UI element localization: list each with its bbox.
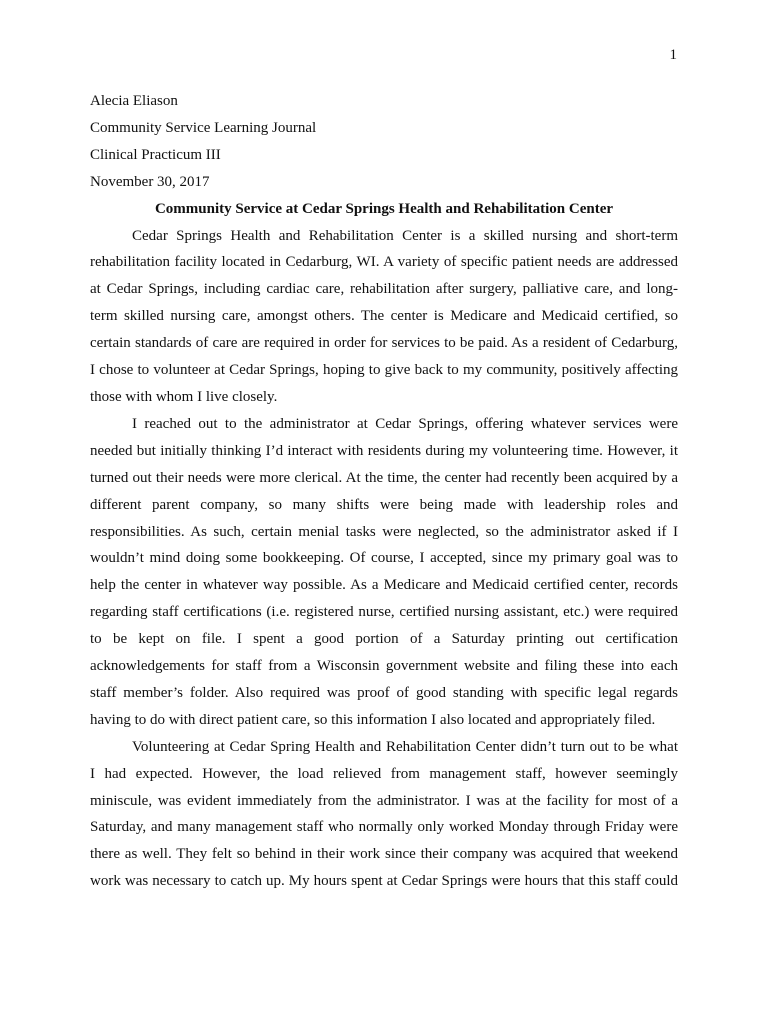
paragraph-1 <box>90 223 678 411</box>
paragraph-line: rehabilitation facility located in Cedarburg, WI. A variety of specific patient needs are addressed <box>90 254 678 271</box>
paragraph-line: I had expected. However, the load relieved from management staff, however seemingly <box>90 765 678 782</box>
paragraph-line: to be kept on file. I spent a good portion of a Saturday printing out certification <box>90 631 678 648</box>
document-date: November 30, 2017 <box>90 173 210 190</box>
paragraph-line: acknowledgements for staff from a Wisconsin government website and filing these into each <box>90 658 678 675</box>
paragraph-line: I reached out to the administrator at Cedar Springs, offering whatever services were <box>132 415 678 432</box>
paragraph-line: work was necessary to catch up. My hours spent at Cedar Springs were hours that this staff could <box>90 873 678 890</box>
paragraph-line: certain standards of care are required in order for services to be paid. As a resident of Cedarburg, <box>90 335 678 352</box>
paragraph-line: I chose to volunteer at Cedar Springs, hoping to give back to my community, positively affecting <box>90 362 678 379</box>
paragraph-line: different parent company, so many shifts were being made with leadership roles and <box>90 496 678 513</box>
paragraph-line: responsibilities. As such, certain menial tasks were neglected, so the administrator asked if I <box>90 523 678 540</box>
author-name: Alecia Eliason <box>90 93 178 109</box>
paragraph-line: turned out their needs were more clerical. At the time, the center had recently been acquired by a <box>90 469 678 486</box>
paragraph-line: Cedar Springs Health and Rehabilitation Center is a skilled nursing and short-term <box>132 227 678 244</box>
paragraph-line: help the center in whatever way possible. As a Medicare and Medicaid certified center, records <box>90 577 678 594</box>
paragraph-line: having to do with direct patient care, so this information I also located and appropriately filed. <box>90 711 656 728</box>
paragraph-line: at Cedar Springs, including cardiac care, rehabilitation after surgery, palliative care, and long- <box>90 281 678 298</box>
paragraph-line: needed but initially thinking I’d interact with residents during my volunteering time. However, it <box>90 442 678 459</box>
paragraph-line: term skilled nursing care, amongst others. The center is Medicare and Medicaid certified, so <box>90 308 678 325</box>
document-title: Community Service at Cedar Springs Health and Rehabilitation Center <box>154 200 614 217</box>
paragraph-line: Saturday, and many management staff who normally only worked Monday through Friday were <box>90 819 678 836</box>
document-body <box>90 88 678 895</box>
paragraph-line: there as well. They felt so behind in their work since their company was acquired that weekend <box>90 846 678 863</box>
paragraph-line: regarding staff certifications (i.e. registered nurse, certified nursing assistant, etc.) were required <box>90 604 678 621</box>
paragraph-3 <box>90 734 678 895</box>
paragraph-line: miniscule, was evident immediately from the administrator. I was at the facility for most of a <box>90 792 678 809</box>
paragraph-line: those with whom I live closely. <box>90 388 278 405</box>
paragraph-line: wouldn’t mind doing some bookkeeping. Of course, I accepted, since my primary goal was to <box>90 550 678 567</box>
paragraph-2 <box>90 411 678 734</box>
course-name: Clinical Practicum III <box>90 146 221 163</box>
assignment-name: Community Service Learning Journal <box>90 119 317 136</box>
paragraph-line: staff member’s folder. Also required was proof of good standing with specific legal regards <box>90 684 678 701</box>
paragraph-line: Volunteering at Cedar Spring Health and Rehabilitation Center didn’t turn out to be what <box>132 738 678 755</box>
page-number: 1 <box>669 47 677 63</box>
